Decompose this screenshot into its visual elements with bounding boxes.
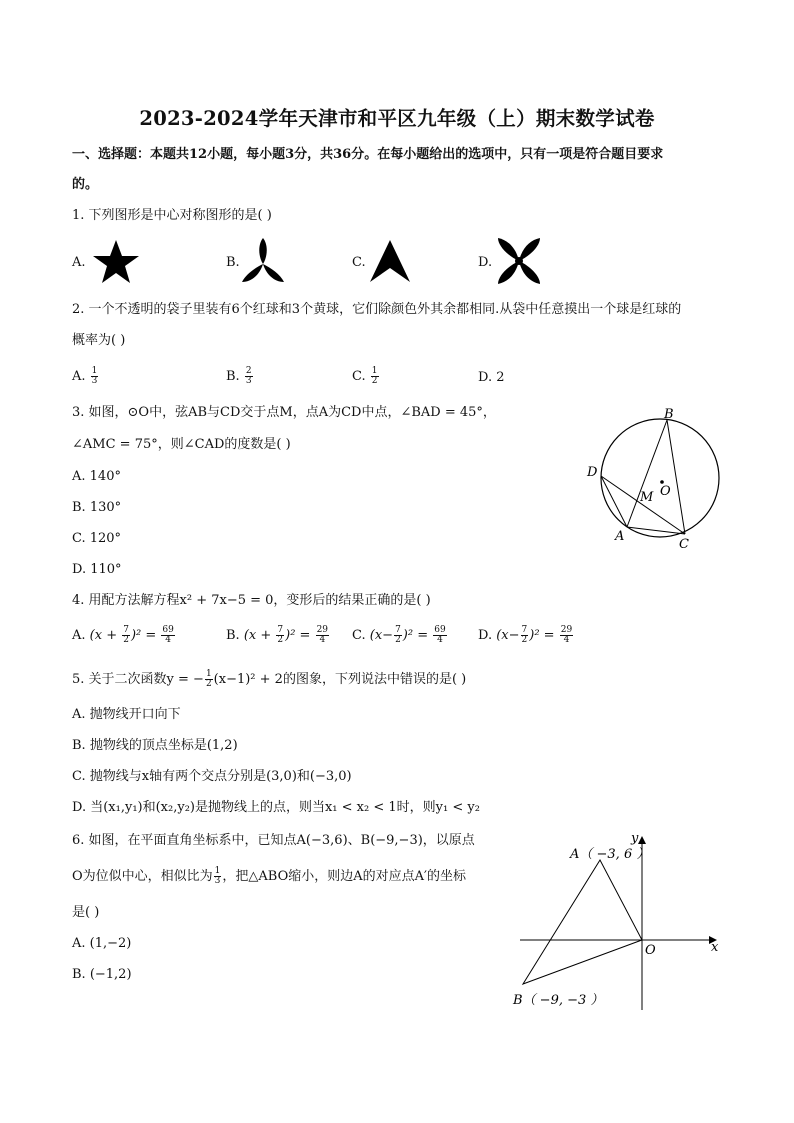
q4-option-d: D. (x− $\frac{7}{2}$ )² = $\frac{29}{4}$ xyxy=(478,625,573,645)
q4-option-b: B. (x + $\frac{7}{2}$ )² = $\frac{29}{4}$ xyxy=(226,625,329,645)
q1-option-d-label: D. xyxy=(478,255,493,270)
q5-option-b: B. 抛物线的顶点坐标是(1,2) xyxy=(72,738,238,753)
q3-option-c: C. 120° xyxy=(72,531,122,546)
q3-option-b: B. 130° xyxy=(72,500,122,515)
q2-option-d xyxy=(478,369,505,387)
q1-option-a-star-figure xyxy=(90,238,142,288)
q2-option-c-fraction: $\frac{1}{2}$ xyxy=(371,366,378,386)
section-instructions-line1: 一、选择题：本题共12小题，每小题3分，共36分。在每小题给出的选项中，只有一项是符合题目要求 xyxy=(72,147,664,162)
label-x-axis: x xyxy=(711,940,719,955)
q2-option-a xyxy=(72,367,99,386)
q2-option-a-fraction: $\frac{1}{3}$ xyxy=(91,366,98,386)
q2-option-c xyxy=(352,367,380,386)
circle-o xyxy=(601,419,719,537)
q3-option-d: D. 110° xyxy=(72,562,122,577)
q1-option-a-label: A. xyxy=(72,255,86,270)
label-c: C xyxy=(679,537,689,552)
label-point-b: B（ −9, −3 ） xyxy=(513,993,604,1008)
q1-option-b-label: B. xyxy=(226,255,240,270)
q1-option-d-four-petal-figure xyxy=(494,236,544,286)
q2-option-d-label: D. xyxy=(478,370,493,385)
page-title: 2023-2024学年天津市和平区九年级（上）期末数学试卷 xyxy=(139,107,655,130)
y-axis-arrow-icon xyxy=(638,836,646,844)
section-instructions-line2: 的。 xyxy=(72,177,99,192)
q3-circle-figure xyxy=(580,400,730,555)
q3-stem-line2: ∠AMC = 75°，则∠CAD的度数是( ) xyxy=(72,437,291,452)
q6-option-a: A. (1,−2) xyxy=(72,936,132,951)
label-a: A xyxy=(615,529,625,544)
label-point-a: A（ −3, 6 ） xyxy=(570,847,650,862)
segment-bc xyxy=(667,420,685,534)
q5-option-a: A. 抛物线开口向下 xyxy=(72,707,181,722)
q1-option-b-three-blade-figure xyxy=(240,236,286,288)
chord-ab xyxy=(627,420,667,527)
q2-option-b-fraction: $\frac{2}{3}$ xyxy=(245,366,252,386)
q6-stem-line1: 6. 如图，在平面直角坐标系中，已知点A(−3,6)、B(−9,−3)，以原点 xyxy=(72,833,475,848)
q6-stem-line2: O为位似中心，相似比为 $\frac{1}{3}$ ，把△ABO缩小，则边A的对应点A′的坐标 xyxy=(72,866,466,886)
label-m: M xyxy=(640,490,654,505)
q1-option-c-label: C. xyxy=(352,255,366,270)
q3-stem-line1: 3. 如图，⊙O中，弦AB与CD交于点M，点A为CD中点，∠BAD = 45°， xyxy=(72,405,496,420)
q1-stem: 1. 下列图形是中心对称图形的是( ) xyxy=(72,208,272,223)
label-origin: O xyxy=(645,943,656,958)
label-b: B xyxy=(664,407,674,422)
segment-da xyxy=(601,476,627,527)
q2-option-d-value: 2 xyxy=(496,370,505,385)
q5-option-d: D. 当(x₁,y₁)和(x₂,y₂)是抛物线上的点，则当x₁ < x₂ < 1时，则y₁ < y₂ xyxy=(72,800,480,815)
q5-option-c: C. 抛物线与x轴有两个交点分别是(3,0)和(−3,0) xyxy=(72,769,352,784)
q5-stem: 5. 关于二次函数y = − $\frac{1}{2}$ (x−1)² + 2的图象，下列说法中错误的是( ) xyxy=(72,669,467,689)
label-y-axis: y xyxy=(631,831,639,846)
q4-option-a: A. (x + $\frac{7}{2}$ )² = $\frac{69}{4}$ xyxy=(72,625,174,645)
label-o: O xyxy=(660,484,671,499)
q1-option-c-arrowhead-figure xyxy=(366,238,412,284)
q2-stem-line1: 2. 一个不透明的袋子里装有6个红球和3个黄球，它们除颜色外其余都相同.从袋中任意摸出一个球是红球的 xyxy=(72,302,682,317)
q2-option-c-label: C. xyxy=(352,369,366,384)
q6-coordinate-figure xyxy=(505,828,730,1018)
label-d: D xyxy=(587,465,598,480)
q6-option-b: B. (−1,2) xyxy=(72,967,132,982)
q2-stem-line2: 概率为( ) xyxy=(72,333,126,348)
q2-option-a-label: A. xyxy=(72,369,86,384)
q4-stem: 4. 用配方法解方程x² + 7x−5 = 0，变形后的结果正确的是( ) xyxy=(72,593,431,608)
q2-option-b-label: B. xyxy=(226,369,240,384)
q2-option-b xyxy=(226,367,254,386)
triangle-abo xyxy=(523,860,642,984)
q6-stem-line3: 是( ) xyxy=(72,905,100,920)
q4-option-c: C. (x− $\frac{7}{2}$ )² = $\frac{69}{4}$ xyxy=(352,625,446,645)
q3-option-a: A. 140° xyxy=(72,469,121,484)
